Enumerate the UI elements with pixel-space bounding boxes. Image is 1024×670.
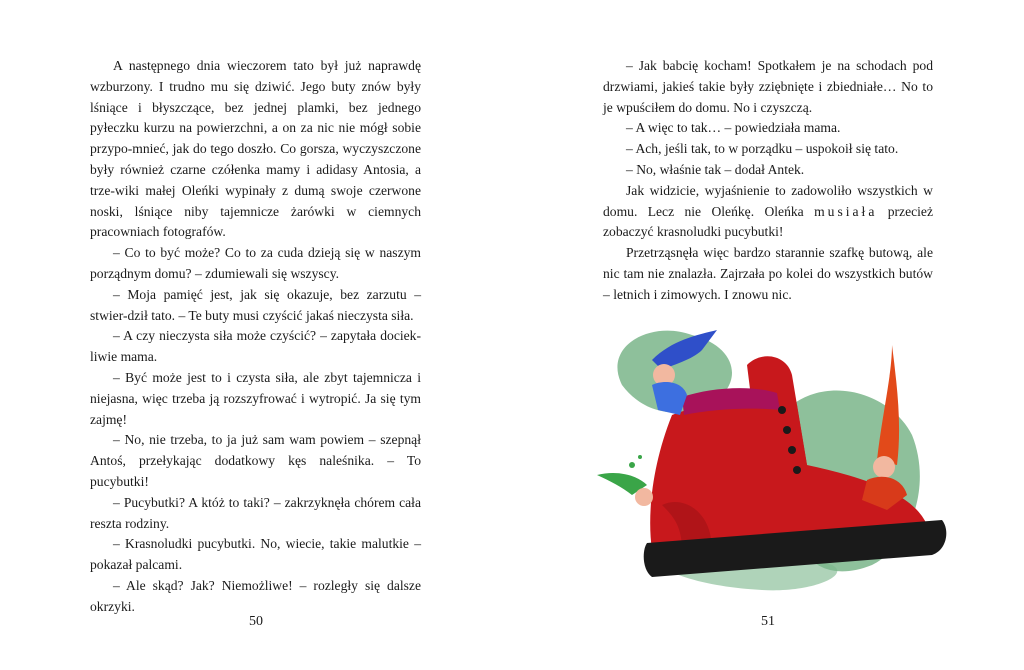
- paragraph: – Ale skąd? Jak? Niemożliwe! – rozległy się dalsze okrzyki.: [90, 577, 421, 614]
- lace-hole: [788, 446, 796, 454]
- page-number: 51: [761, 614, 775, 629]
- paragraph: – A więc to tak… – powiedziała mama.: [626, 120, 841, 136]
- paragraph: – Ach, jeśli tak, to w porządku – uspokoił się tato.: [626, 141, 899, 157]
- paragraph: – Jak babcię kocham! Spotkałem je na schodach pod drzwiami, jakieś takie były zziębnięte i zbiedniałe… No to je wpuściłem do domu. No i czyszczą.: [603, 58, 933, 115]
- page-number: 50: [249, 614, 263, 629]
- paragraph: [603, 181, 933, 243]
- green-dot: [629, 462, 635, 468]
- right-page: [512, 0, 1024, 670]
- lace-hole: [783, 426, 791, 434]
- red-gnome-face: [873, 456, 895, 478]
- lace-hole: [793, 466, 801, 474]
- paragraph: – Pucybutki? A któż to taki? – zakrzyknęła chórem cała reszta rodziny.: [90, 494, 421, 531]
- paragraph-text: Jak widzicie, wyjaśnienie to zadowoliło wszystkich w domu. Lecz nie Oleńkę. Oleńka: [603, 182, 933, 219]
- paragraph: – Co to być może? Co to za cuda dzieją się w naszym porządnym domu? – zdumiewali się wszyscy.: [90, 245, 421, 281]
- green-gnome-face: [635, 488, 653, 506]
- paragraph: Przetrząsnęła więc bardzo starannie szafkę butową, ale nic tam nie znalazła. Zajrzała po kolei do wszystkich butów – letnich i zimowych. I znowu nic.: [603, 245, 933, 302]
- paragraph-text: przecież zobaczyć krasnoludki pucybutki!: [603, 203, 934, 240]
- paragraph: – Moja pamięć jest, jak się okazuje, bez zarzutu – stwier-dził tato. – Te buty musi czyścić jakaś nieczysta siła.: [90, 286, 421, 323]
- paragraph: – No, właśnie tak – dodał Antek.: [626, 161, 805, 177]
- lace-hole: [778, 406, 786, 414]
- paragraph: – A czy nieczysta siła może czyścić? – zapytała dociek-liwie mama.: [90, 328, 421, 365]
- boot-gnomes-illustration: [592, 315, 952, 605]
- paragraph: – Być może jest to i czysta siła, ale zbyt tajemnicza i niejasna, więc trzeba ją rozszyfrować i wytropić. Ja się tym zajmę!: [90, 369, 421, 427]
- green-dot: [638, 455, 642, 459]
- right-page-text: [603, 56, 933, 306]
- paragraph: A następnego dnia wieczorem tato był już naprawdę wzburzony. I trudno mu się dziwić. Jego buty znów były lśniące i błyszczące, bez jednej plamki, bez jednego pyłeczku kurzu na powierzchni, a on za nic nie mógł sobie przypo-mnieć, jak do tego doszło. Co gorsza, wyczyszczone były również czarne czółenka mamy i adidasy Antosia, a trze-wiki małej Oleńki wypinały z dumą swoje czerwone noski, lśniące niby tajemnicze żarówki w ciemnych pracowniach fotografów.: [90, 58, 421, 240]
- left-page-text: [90, 56, 421, 618]
- paragraph: – No, nie trzeba, to ja już sam wam powiem – szepnął Antoś, przełykając dodatkowy kęs naleśnika. – To pucybutki!: [90, 432, 421, 489]
- spaced-word: musiała: [814, 203, 878, 219]
- paragraph: – Krasnoludki pucybutki. No, wiecie, takie malutkie – pokazał palcami.: [90, 536, 421, 573]
